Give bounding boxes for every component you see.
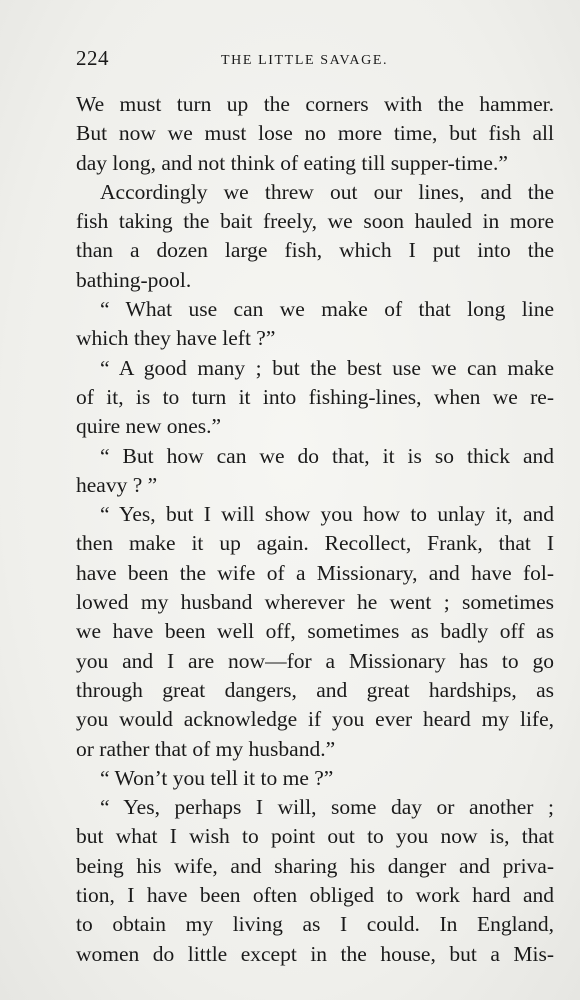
text-line: than a dozen large fish, which I put into the <box>76 238 554 263</box>
body-text <box>76 90 554 969</box>
text-line: tion, I have been often obliged to work hard and <box>76 883 554 908</box>
text-line: of it, is to turn it into fishing-lines, when we re- <box>76 384 554 409</box>
text-line: which they have left ?” <box>76 326 276 351</box>
text-line: “ A good many ; but the best use we can make <box>100 355 554 380</box>
text-line: we have been well off, sometimes as badly off as <box>76 619 554 644</box>
text-line: We must turn up the corners with the hammer. <box>76 92 554 116</box>
page-header <box>76 44 554 74</box>
text-line: quire new ones.” <box>76 414 222 439</box>
text-line: women do little except in the house, but a Mis- <box>76 941 554 966</box>
text-line: through great dangers, and great hardships, as <box>76 677 554 702</box>
text-line: “ Yes, perhaps I will, some day or another ; <box>100 795 554 820</box>
text-line: you would acknowledge if you ever heard my life, <box>76 707 554 732</box>
text-line: have been the wife of a Missionary, and have fol- <box>76 560 554 585</box>
text-line: Accordingly we threw out our lines, and the <box>100 179 554 204</box>
text-line: then make it up again. Recollect, Frank, that I <box>76 531 554 556</box>
text-line: “ What use can we make of that long line <box>100 297 554 322</box>
text-line: lowed my husband wherever he went ; sometimes <box>76 590 554 615</box>
text-line: fish taking the bait freely, we soon hauled in more <box>76 209 554 234</box>
running-head: THE LITTLE SAVAGE. <box>221 53 389 68</box>
text-line: to obtain my living as I could. In England, <box>76 912 554 937</box>
text-line: being his wife, and sharing his danger and priva- <box>76 853 554 878</box>
text-line: but what I wish to point out to you now is, that <box>76 824 554 849</box>
text-line: you and I are now—for a Missionary has to go <box>76 648 554 673</box>
text-line: or rather that of my husband.” <box>76 736 336 761</box>
text-line: “ Won’t you tell it to me ?” <box>100 765 334 790</box>
text-line: bathing-pool. <box>76 267 192 292</box>
page-number: 224 <box>76 46 109 70</box>
text-line: day long, and not think of eating till supper-time.” <box>76 150 508 175</box>
text-line: “ But how can we do that, it is so thick and <box>100 443 554 468</box>
text-line: heavy ? ” <box>76 472 158 497</box>
text-line: “ Yes, but I will show you how to unlay it, and <box>100 502 554 527</box>
text-line: But now we must lose no more time, but fish all <box>76 121 554 146</box>
